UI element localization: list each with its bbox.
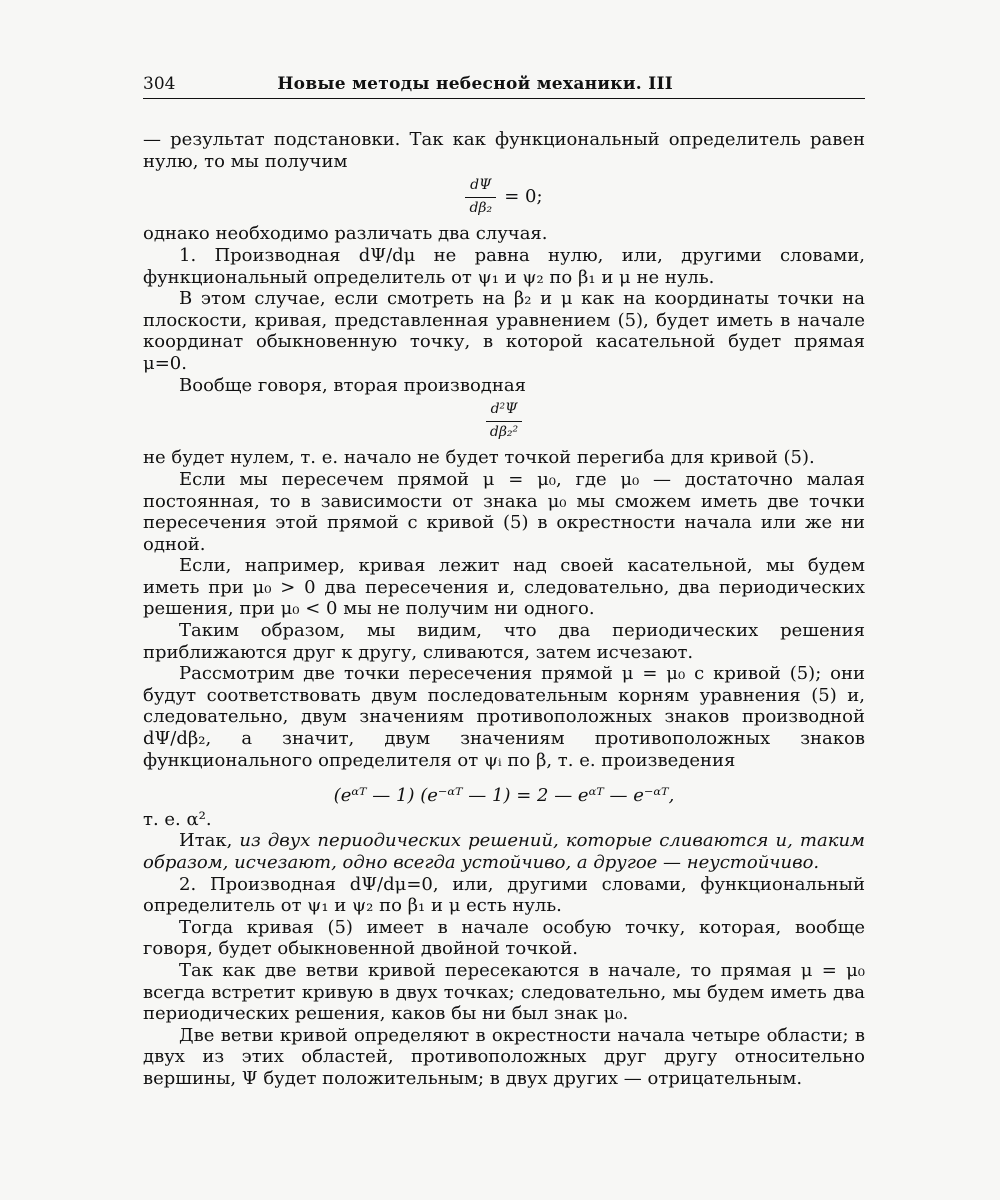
fraction-dpsi-dbeta2 xyxy=(465,175,496,219)
fraction-numerator: d²Ψ xyxy=(490,401,518,418)
book-page xyxy=(143,70,865,1090)
running-title: Новые методы небесной механики. III xyxy=(277,74,673,94)
paragraph-9: Таким образом, мы видим, что два периодических решения приближаются друг к другу, сливаются, затем исчезают. xyxy=(143,620,865,663)
paragraph-15: Так как две ветви кривой пересекаются в начале, то прямая μ = μ₀ всегда встретит кривую в двух точках; следовательно, мы будем иметь два периодических решения, каков бы ни был знак μ₀. xyxy=(143,959,865,1025)
paragraph-7: Если мы пересечем прямой μ = μ₀, где μ₀ — достаточно малая постоянная, то в зависимости от знака μ₀ мы сможем иметь две точки пересечения этой прямой с кривой (5) в окрестности начала или же ни одной. xyxy=(143,468,865,555)
paragraph-11: т. е. α². xyxy=(143,808,212,830)
paragraph-5: Вообще говоря, вторая производная xyxy=(179,374,526,396)
equation-1 xyxy=(143,175,865,219)
paragraph-14: Тогда кривая (5) имеет в начале особую точку, которая, вообще говоря, будет обыкновенной двойной точкой. xyxy=(143,916,865,960)
fraction-denominator: dβ₂ xyxy=(465,197,496,220)
equation-rhs: = 0; xyxy=(504,186,543,208)
paragraph-16: Две ветви кривой определяют в окрестности начала четыре области; в двух из этих областей, противоположных друг другу относительно вершины, Ψ будет положительным; в двух других — отрицательным. xyxy=(143,1024,865,1089)
paragraph-10: Рассмотрим две точки пересечения прямой μ = μ₀ с кривой (5); они будут соответствовать двум последовательным корням уравнения (5) и, следовательно, двум значениям противоположных знаков производной dΨ/dβ₂, а значит, двум значениям противоположных знаков функционального определителя от ψᵢ по β, т. е. произведения xyxy=(143,663,865,771)
fraction-second-derivative xyxy=(486,399,522,443)
fraction-denominator: dβ₂² xyxy=(486,421,522,444)
paragraph-12-emphasis: из двух периодических решений, которые сливаются и, таким образом, исчезают, одно всегда устойчиво, а другое — неустойчиво. xyxy=(143,830,865,873)
paragraph-13: 2. Производная dΨ/dμ=0, или, другими словами, функциональный определитель от ψ₁ и ψ₂ по β₁ и μ есть нуль. xyxy=(143,873,865,917)
page-body xyxy=(143,129,865,1090)
paragraph-12 xyxy=(143,830,865,873)
paragraph-2: однако необходимо различать два случая. xyxy=(143,223,548,245)
paragraph-3: 1. Производная dΨ/dμ не равна нулю, или, другими словами, функциональный определитель от ψ₁ и ψ₂ по β₁ и μ не нуль. xyxy=(143,244,865,288)
formula-product: (eᵅᵀ — 1) (e⁻ᵅᵀ — 1) = 2 — eᵅᵀ — e⁻ᵅᵀ, xyxy=(333,785,675,807)
paragraph-6: не будет нулем, т. е. начало не будет точкой перегиба для кривой (5). xyxy=(143,447,815,469)
page-header xyxy=(143,70,865,99)
equation-2 xyxy=(143,399,865,443)
paragraph-12-lead: Итак, xyxy=(179,830,240,852)
paragraph-8: Если, например, кривая лежит над своей касательной, мы будем иметь при μ₀ > 0 два пересечения и, следовательно, два периодических решения, при μ₀ < 0 мы не получим ни одного. xyxy=(143,555,865,620)
paragraph-4: В этом случае, если смотреть на β₂ и μ как на координаты точки на плоскости, кривая, представленная уравнением (5), будет иметь в начале координат обыкновенную точку, в которой касательной будет прямая μ=0. xyxy=(143,288,865,374)
page-number: 304 xyxy=(143,74,176,94)
fraction-numerator: dΨ xyxy=(470,177,492,194)
paragraph-1: — результат подстановки. Так как функциональный определитель равен нулю, то мы получим xyxy=(143,129,865,172)
